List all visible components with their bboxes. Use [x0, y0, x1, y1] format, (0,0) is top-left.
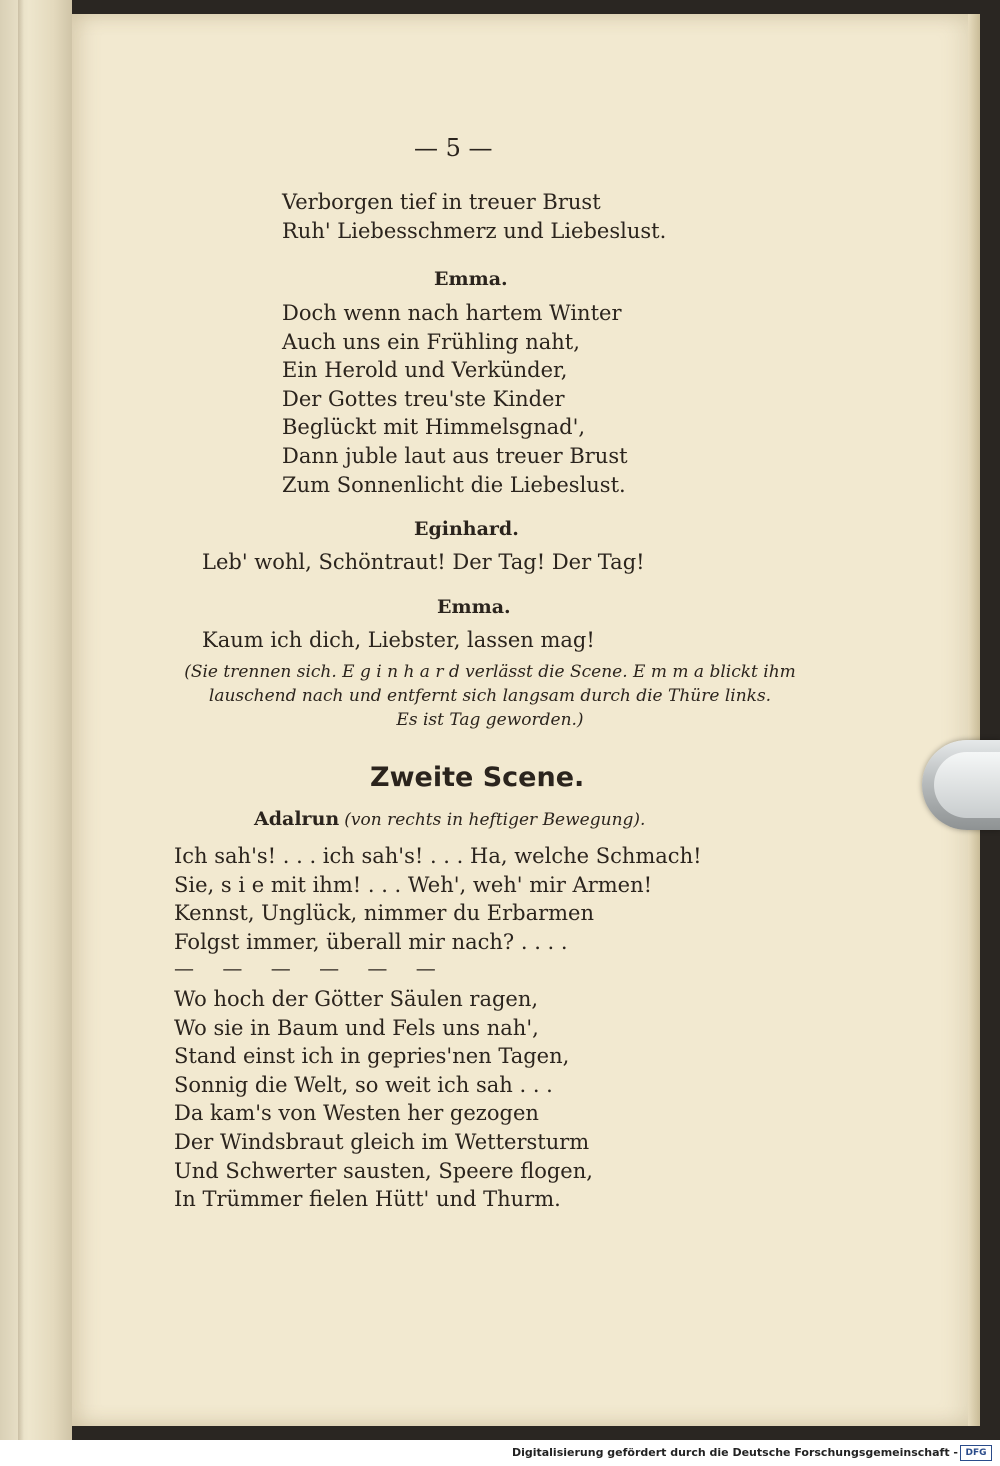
verse-line-eginhard: Leb' wohl, Schöntraut! Der Tag! Der Tag!	[202, 550, 645, 574]
verse-line: Wo hoch der Götter Säulen ragen,	[174, 987, 539, 1011]
verse-line: Der Gottes treu'ste Kinder	[282, 386, 565, 411]
verse-line: Wo sie in Baum und Fels uns nah',	[174, 1015, 539, 1040]
scene-heading: Zweite Scene.	[370, 762, 585, 793]
verse-line: In Trümmer fielen Hütt' und Thurm.	[174, 1187, 561, 1212]
verse-line: Sonnig die Welt, so weit ich sah . . .	[174, 1072, 553, 1097]
verse-line: Stand einst ich in gepries'nen Tagen,	[174, 1044, 570, 1069]
verse-line: Auch uns ein Frühling naht,	[282, 329, 580, 354]
verse-line: Kennst, Unglück, nimmer du Erbarmen	[174, 901, 594, 926]
verse-line: Verborgen tief in treuer Brust	[282, 190, 601, 214]
speaker-line-adalrun	[254, 808, 645, 830]
verse-line: Da kam's von Westen her gezogen	[174, 1101, 539, 1126]
dfg-logo: DFG	[960, 1445, 992, 1461]
page-number: — 5 —	[414, 134, 493, 162]
verse-line: Ich sah's! . . . ich sah's! . . . Ha, welche Schmach!	[174, 844, 702, 868]
verse-line: Ruh' Liebesschmerz und Liebeslust.	[282, 218, 667, 243]
spine-shadow	[18, 0, 24, 1440]
verse-block-1	[282, 188, 666, 245]
verse-line: Und Schwerter sausten, Speere flogen,	[174, 1158, 593, 1183]
verse-line: Zum Sonnenlicht die Liebeslust.	[282, 472, 626, 497]
verse-line: Doch wenn nach hartem Winter	[282, 301, 622, 325]
dash-separator: — — — — — —	[174, 956, 436, 980]
speaker-eginhard: Eginhard.	[414, 518, 519, 540]
verse-line-emma-2: Kaum ich dich, Liebster, lassen mag!	[202, 628, 595, 652]
verse-line: Folgst immer, überall mir nach? . . . .	[174, 929, 568, 954]
speaker-adalrun: Adalrun	[254, 808, 340, 830]
page-clip-highlight	[934, 752, 1000, 818]
stage-direction	[130, 660, 850, 732]
footer-bar	[0, 1440, 1000, 1466]
verse-block-adalrun-2	[174, 985, 593, 1214]
speaker-emma: Emma.	[434, 268, 508, 290]
verse-block-adalrun-1	[174, 842, 702, 956]
verse-block-emma	[282, 299, 628, 499]
footer-funding-text: Digitalisierung gefördert durch die Deutsche Forschungsgemeinschaft -	[511, 1446, 958, 1459]
verse-line: Ein Herold und Verkünder,	[282, 358, 568, 383]
verse-line: Sie, s i e mit ihm! . . . Weh', weh' mir Armen!	[174, 872, 653, 897]
verse-line: Der Windsbraut gleich im Wettersturm	[174, 1129, 590, 1154]
stage-direction-line: lauschend nach und entfernt sich langsam durch die Thüre links.	[208, 686, 772, 706]
verse-line: Dann juble laut aus treuer Brust	[282, 443, 628, 468]
page-edge	[968, 14, 980, 1426]
verse-line: Beglückt mit Himmelsgnad',	[282, 415, 586, 440]
book-spine	[0, 0, 72, 1440]
stage-direction-line: (Sie trennen sich. E g i n h a r d verlässt die Scene. E m m a blickt ihm	[184, 662, 796, 682]
speaker-emma-2: Emma.	[437, 596, 511, 618]
stage-direction-line: Es ist Tag geworden.)	[396, 710, 584, 730]
speaker-direction: (von rechts in heftiger Bewegung).	[344, 810, 646, 830]
